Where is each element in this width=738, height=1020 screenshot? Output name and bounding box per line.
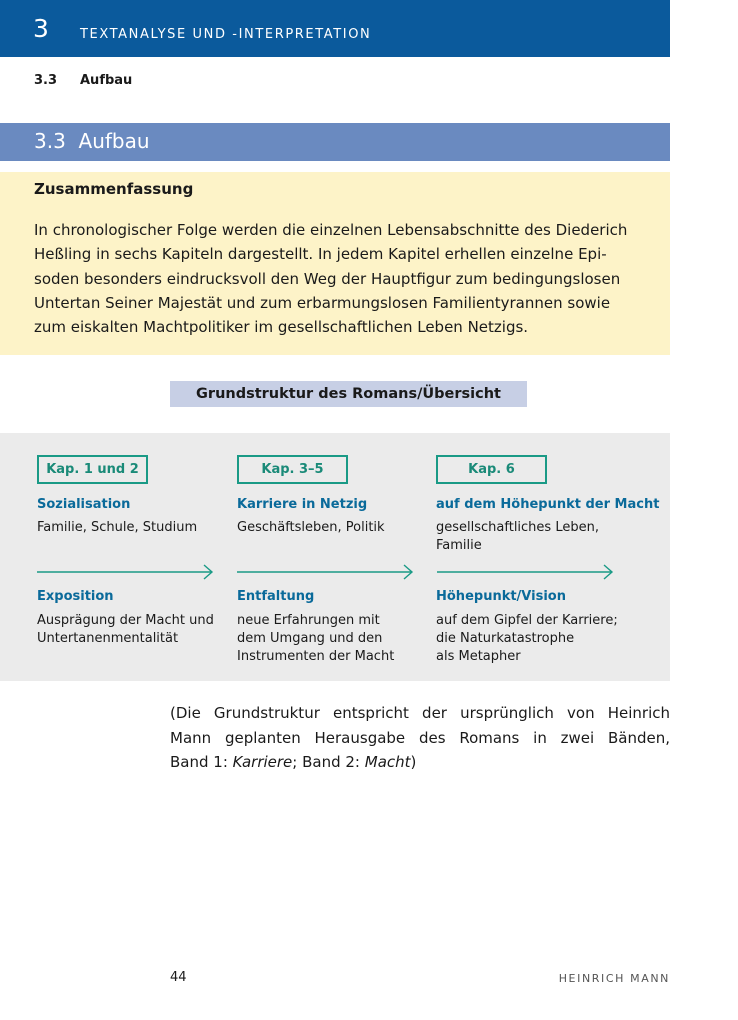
column-2-heading: Karriere in Netzig [237,497,368,512]
column-3-phase-line: auf dem Gipfel der Karriere; [436,613,618,628]
column-3-text [436,519,599,555]
column-2-phase-heading: Entfaltung [237,589,315,604]
column-1-phase-line: Ausprägung der Macht und [37,613,214,628]
column-1-phase-line: Untertanenmentalität [37,631,179,646]
column-3-phase-text [436,612,618,666]
column-1-text [37,519,197,537]
column-1-heading: Sozialisation [37,497,131,512]
arrow-right-icon [436,563,616,581]
column-1-phase-heading: Exposition [37,589,114,604]
chapter-box-3: Kap. 6 [436,455,547,484]
summary-line: soden besonders eindrucksvoll den Weg der Hauptfigur zum bedingungslosen [34,269,621,288]
summary-line: Heßling in sechs Kapiteln dargestellt. In jedem Kapitel erhellen einzelne Epi- [34,245,607,264]
summary-heading: Zusammenfassung [34,180,194,198]
column-2-phase-text [237,612,394,666]
column-3-phase-heading: Höhepunkt/Vision [436,589,566,604]
note-line: (Die Grundstruktur entspricht der ursprünglich von Heinrich [170,704,670,722]
summary-line: zum eiskalten Machtpolitiker im gesellschaftlichen Leben Netzigs. [34,318,529,337]
summary-text [34,218,664,339]
arrow-right-icon [236,563,416,581]
note-text: ) [410,753,417,771]
column-1-text-line: Familie, Schule, Studium [37,520,198,535]
chapter-box-2: Kap. 3–5 [237,455,348,484]
column-3-phase-line: als Metapher [436,649,521,664]
page-number: 44 [170,970,187,985]
chapter-box-1: Kap. 1 und 2 [37,455,148,484]
summary-line: In chronologischer Folge werden die einzelnen Lebensabschnitte des Diederich [34,221,628,239]
note-emphasis: Macht [364,753,411,771]
column-2-phase-line: neue Erfahrungen mit [237,613,380,628]
section-title: 3.3 Aufbau [34,129,150,153]
note-text: ; Band 2: [292,753,365,771]
column-3-heading: auf dem Höhepunkt der Macht [436,497,660,512]
subsection-number: 3.3 [34,73,58,88]
column-2-phase-line: Instrumenten der Macht [237,649,395,664]
subsection-title: Aufbau [80,73,133,88]
footer-author: HEINRICH MANN [558,972,670,985]
column-2-text [237,519,385,537]
note-paragraph [170,701,670,775]
note-emphasis: Karriere [232,753,293,771]
column-3-text-line: Familie [436,538,482,553]
summary-line: Untertan Seiner Majestät und zum erbarmungslosen Familientyrannen sowie [34,293,611,312]
column-2-phase-line: dem Umgang und den [237,631,383,646]
column-2-text-line: Geschäftsleben, Politik [237,520,385,535]
arrow-right-icon [36,563,216,581]
chapter-title: TEXTANALYSE UND -INTERPRETATION [80,27,372,42]
column-1-phase-text [37,612,214,648]
structure-title: Grundstruktur des Romans/Übersicht [170,381,527,407]
note-line [170,750,670,775]
note-text: Band 1: [170,753,233,771]
column-3-text-line: gesellschaftliches Leben, [436,520,599,535]
note-line: Mann geplanten Herausgabe des Romans in zwei Bänden, [170,728,670,747]
column-3-phase-line: die Naturkatastrophe [436,631,575,646]
chapter-number: 3 [33,14,49,43]
